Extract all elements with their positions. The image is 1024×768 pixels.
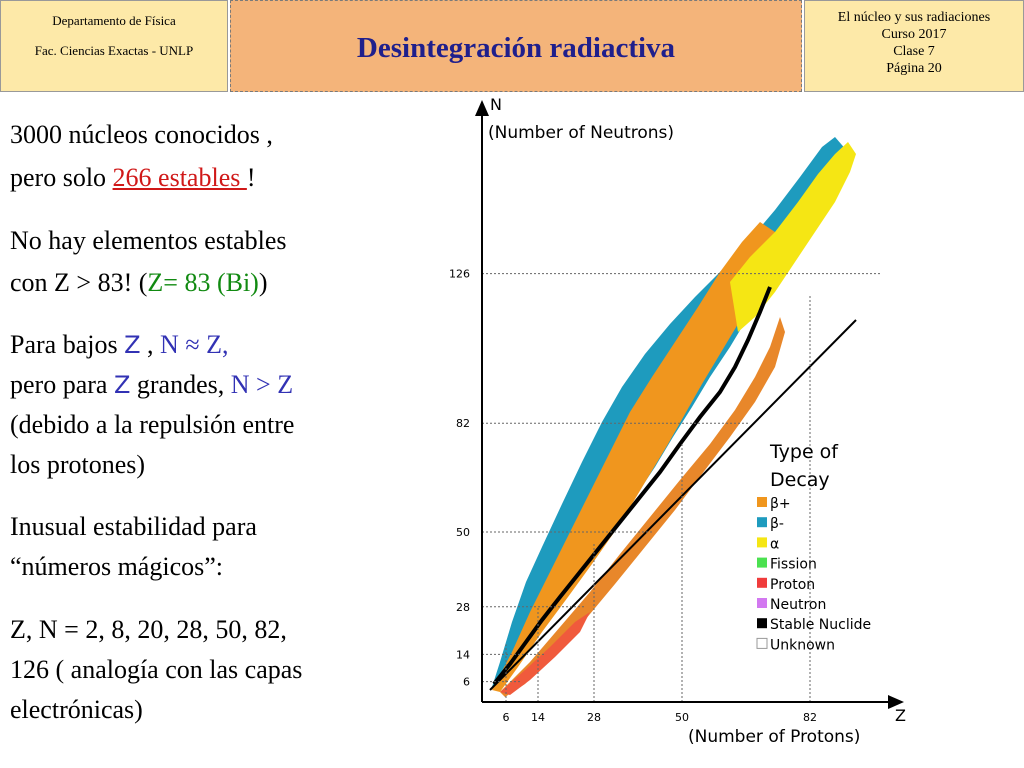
nuclide-chart [430,92,1024,768]
department-name: Departamento de Física [52,13,176,28]
x-tick-label: 14 [531,711,545,724]
legend-swatch [757,517,767,527]
legend-swatch [757,537,767,547]
faculty-name: Fac. Ciencias Exactas - UNLP [34,43,194,58]
y-tick-label: 28 [456,600,470,614]
text-magic-numbers-a: Z, N = 2, 8, 20, 28, 50, 82, [10,615,287,644]
legend-swatch [757,598,767,608]
legend-swatch [757,578,767,588]
header-title-box [230,0,802,92]
legend-label: Fission [770,556,817,573]
x-axis-letter: Z [895,706,906,725]
y-tick-label: 50 [456,526,470,539]
legend-label: Proton [770,576,816,593]
text-magic-numbers-b: 126 ( analogía con las capas [10,655,303,684]
text-repulsion-b: los protones) [10,450,146,479]
y-axis-label: (Number of Neutrons) [488,123,675,143]
legend-label: β- [770,516,784,533]
x-tick-label: 28 [587,711,601,724]
slide-title: Desintegración radiactiva [356,32,676,64]
text-no-stable-b: con Z > 83! (Z= 83 (Bi)) [10,268,268,297]
legend-label: α [770,536,780,553]
legend-label: Stable Nuclide [770,617,872,634]
y-axis-arrow [475,100,489,116]
text-low-z: Para bajos Z , N ≈ Z, [10,330,229,359]
y-tick-label: 82 [456,417,470,431]
text-high-z: pero para Z grandes, N > Z [10,370,294,399]
text-known-nuclei: 3000 núcleos conocidos , [10,120,273,149]
legend-label: β+ [770,496,791,512]
n-greater-z: N > Z [230,370,294,399]
text-stable-count: pero solo 266 estables ! [10,163,256,192]
legend-swatch [757,618,767,628]
page-number: Página 20 [886,61,942,76]
legend-label: Unknown [770,637,835,654]
x-tick-label: 6 [502,711,510,724]
legend-title-line1: Type of [770,441,838,463]
stable-count-highlight: 266 estables [112,163,247,192]
x-axis-label: (Number of Protons) [688,727,861,747]
text-repulsion-a: (debido a la repulsión entre [10,410,295,439]
legend [757,496,871,653]
header-department [0,0,228,92]
text-no-stable-a: No hay elementos estables [10,226,287,255]
x-tick-label: 50 [675,711,689,724]
legend-swatch [757,558,767,568]
text-magic-numbers-c: electrónicas) [10,695,143,724]
text-magic-b: “números mágicos”: [10,552,223,581]
bismuth-highlight: Z= 83 (Bi) [147,268,259,297]
y-tick-label: 126 [449,267,470,281]
legend-title-line2: Decay [770,469,830,491]
header-course [804,0,1024,92]
n-approx-z: N ≈ Z, [160,330,229,359]
course-year: Curso 2017 [881,27,947,42]
class-number: Clase 7 [893,44,935,59]
text-magic-a: Inusual estabilidad para [10,512,257,541]
y-axis-letter: N [490,95,502,114]
course-name: El núcleo y sus radiaciones [837,10,991,25]
y-tick-label: 14 [456,648,470,662]
legend-label: Neutron [770,597,827,613]
y-tick-label: 6 [463,675,470,689]
legend-swatch [757,638,767,648]
legend-swatch [757,497,767,507]
x-tick-label: 82 [803,711,817,724]
